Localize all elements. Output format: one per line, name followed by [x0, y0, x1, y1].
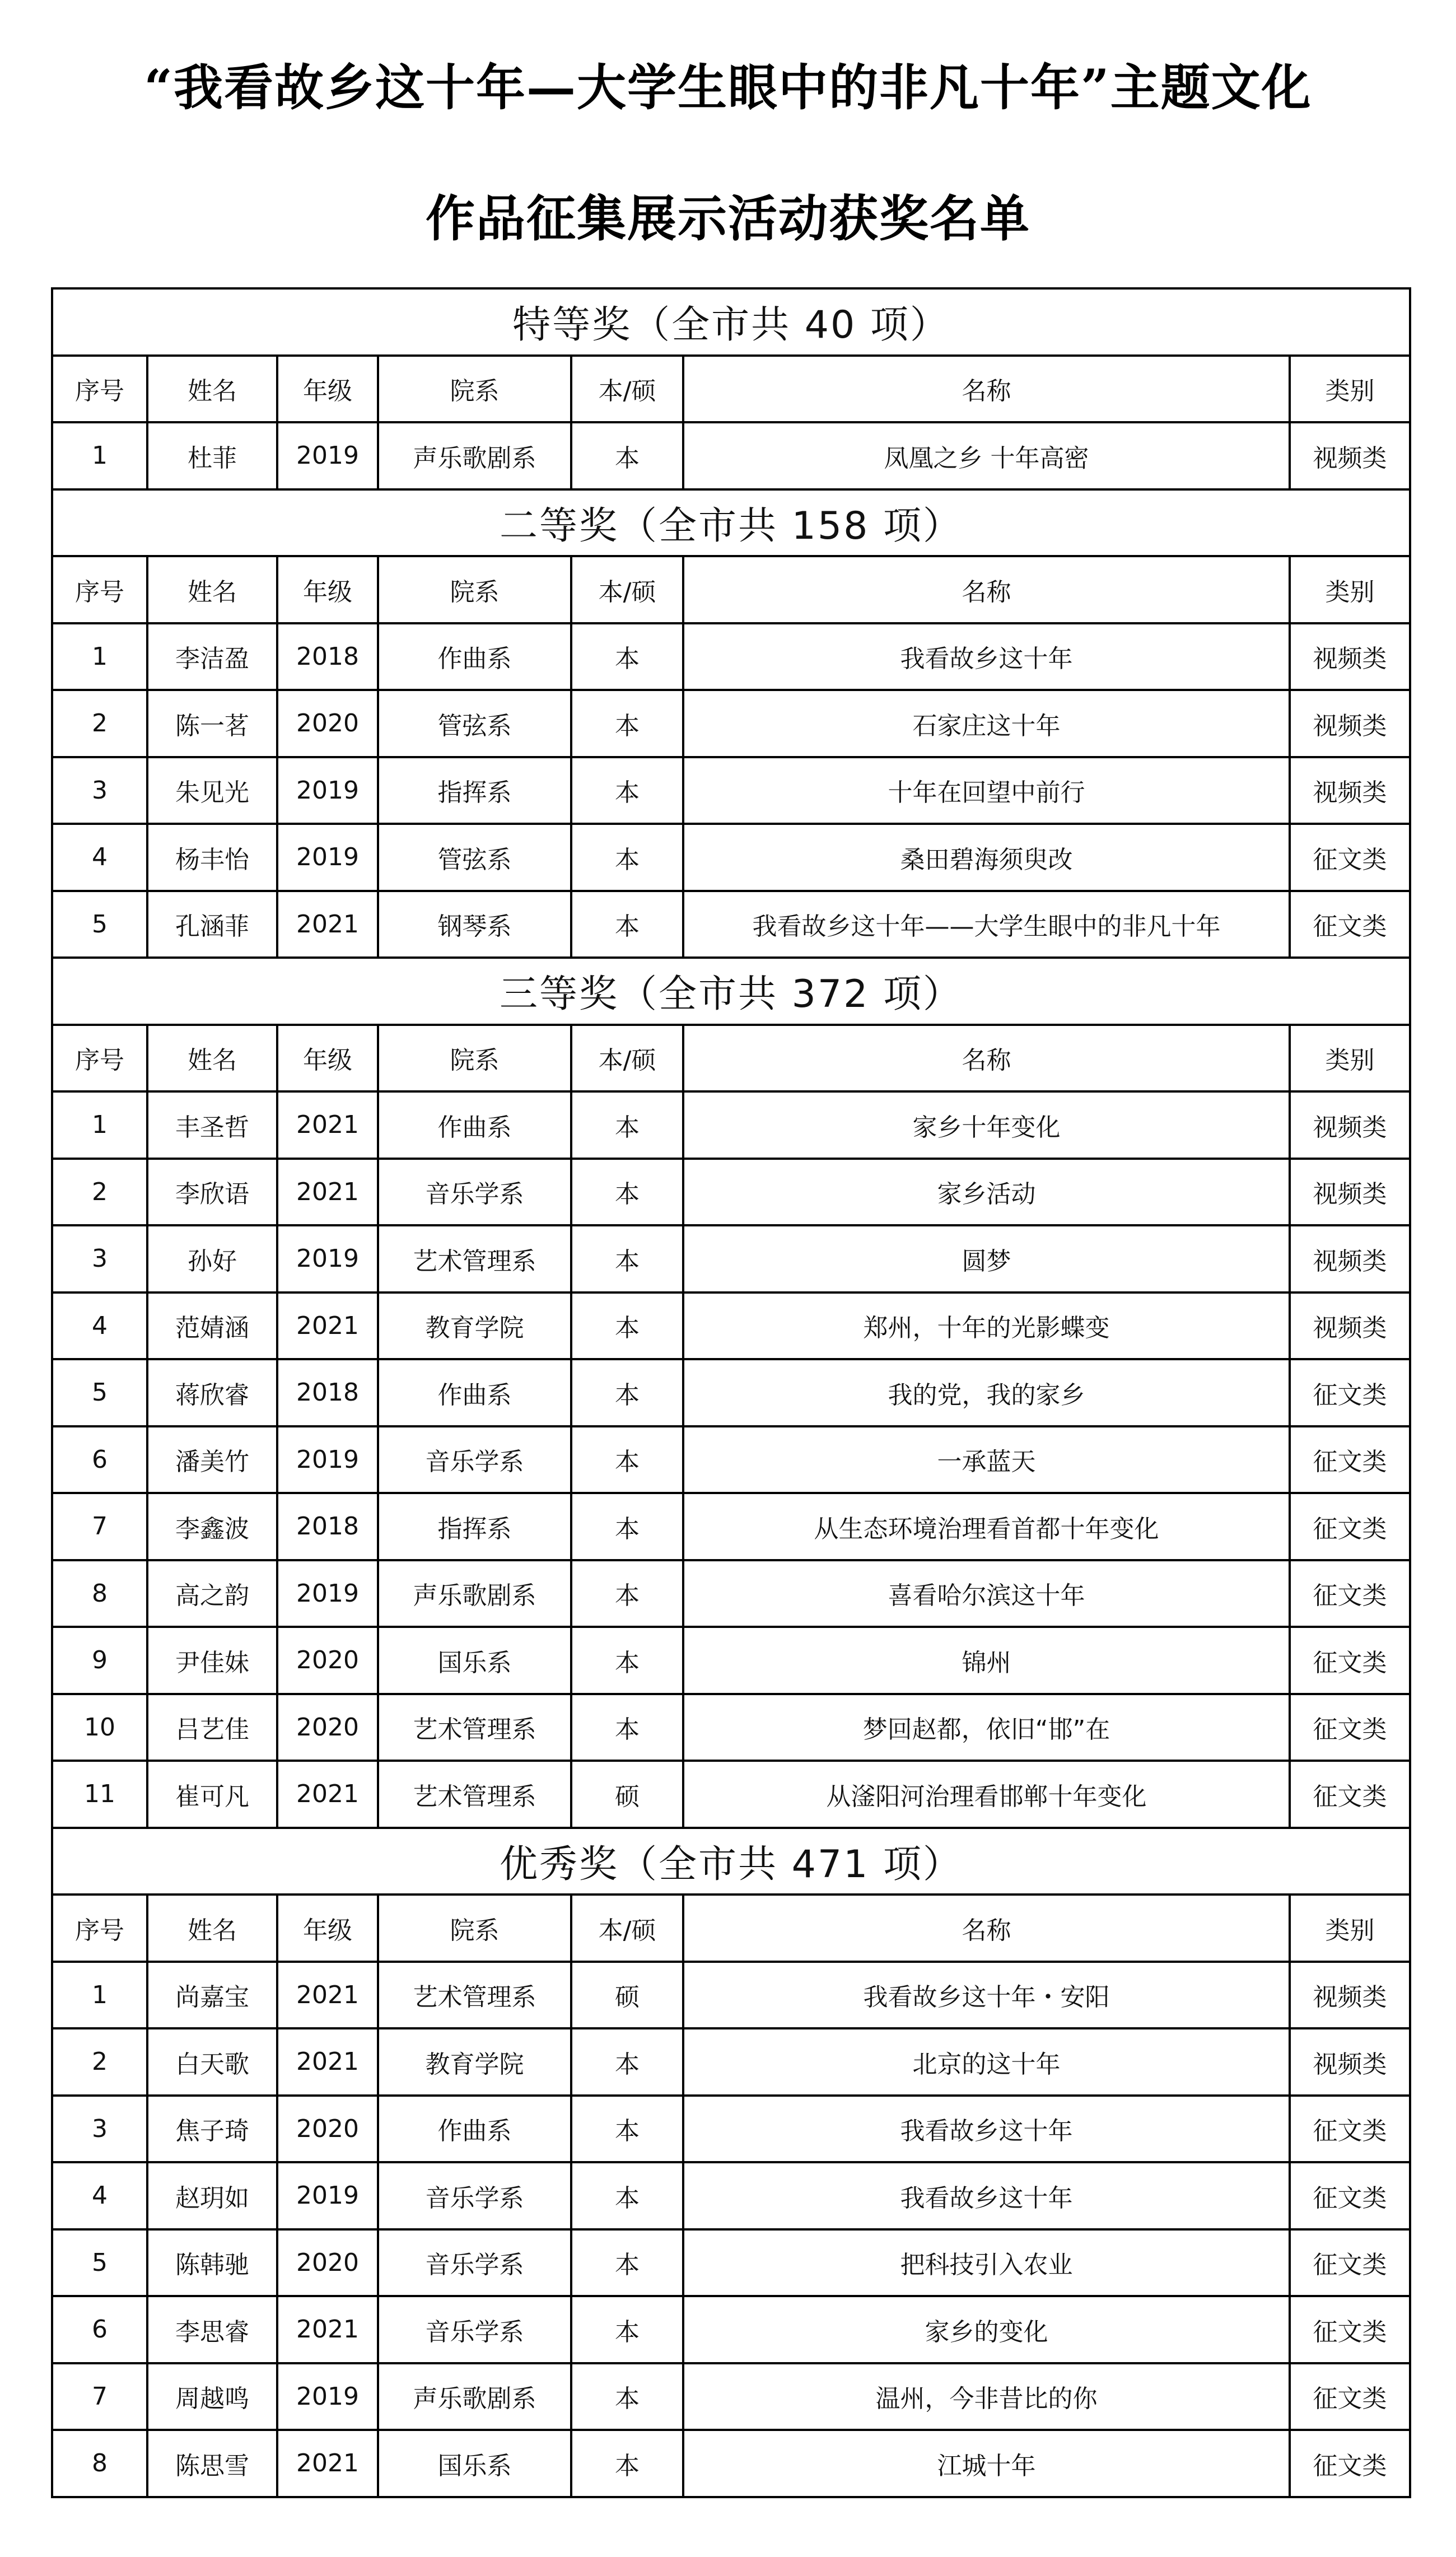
department-cell: 教育学院	[378, 2028, 571, 2096]
index-cell: 3	[52, 1225, 147, 1293]
category-cell: 征文类	[1290, 891, 1410, 958]
index-cell: 1	[52, 422, 147, 489]
category-cell: 视频类	[1290, 690, 1410, 757]
table-row	[52, 2296, 1410, 2363]
name-cell: 杨丰怡	[147, 824, 277, 891]
category-cell: 征文类	[1290, 2162, 1410, 2229]
column-header-row	[52, 556, 1410, 623]
column-header: 序号	[52, 556, 147, 623]
department-cell: 作曲系	[378, 1091, 571, 1159]
column-header: 本/硕	[571, 556, 683, 623]
name-cell: 陈一茗	[147, 690, 277, 757]
category-cell: 征文类	[1290, 1694, 1410, 1761]
grade-cell: 2021	[277, 891, 378, 958]
grade-cell: 2020	[277, 2229, 378, 2297]
degree-cell: 本	[571, 690, 683, 757]
table-row	[52, 2229, 1410, 2297]
work-title-cell: 桑田碧海须臾改	[683, 824, 1290, 891]
degree-cell: 本	[571, 1493, 683, 1560]
category-cell: 征文类	[1290, 1493, 1410, 1560]
department-cell: 声乐歌剧系	[378, 422, 571, 489]
work-title-cell: 从生态环境治理看首都十年变化	[683, 1493, 1290, 1560]
category-cell: 征文类	[1290, 1426, 1410, 1494]
department-cell: 作曲系	[378, 1359, 571, 1426]
grade-cell: 2019	[277, 1426, 378, 1494]
department-cell: 教育学院	[378, 1293, 571, 1360]
index-cell: 2	[52, 690, 147, 757]
table-row	[52, 1426, 1410, 1494]
grade-cell: 2020	[277, 2096, 378, 2163]
department-cell: 管弦系	[378, 824, 571, 891]
table-row	[52, 757, 1410, 824]
column-header: 类别	[1290, 556, 1410, 623]
table-row	[52, 2363, 1410, 2430]
work-title-cell: 我看故乡这十年——大学生眼中的非凡十年	[683, 891, 1290, 958]
category-cell: 视频类	[1290, 1225, 1410, 1293]
name-cell: 赵玥如	[147, 2162, 277, 2229]
index-cell: 5	[52, 2229, 147, 2297]
column-header: 姓名	[147, 1025, 277, 1092]
column-header: 院系	[378, 1895, 571, 1962]
work-title-cell: 江城十年	[683, 2430, 1290, 2497]
index-cell: 5	[52, 1359, 147, 1426]
department-cell: 作曲系	[378, 2096, 571, 2163]
grade-cell: 2020	[277, 1694, 378, 1761]
award-section-heading: 特等奖（全市共 40 项）	[52, 288, 1410, 356]
award-section-heading: 优秀奖（全市共 471 项）	[52, 1828, 1410, 1895]
column-header: 院系	[378, 556, 571, 623]
degree-cell: 本	[571, 1426, 683, 1494]
index-cell: 7	[52, 1493, 147, 1560]
column-header: 名称	[683, 1895, 1290, 1962]
index-cell: 3	[52, 2096, 147, 2163]
department-cell: 指挥系	[378, 757, 571, 824]
grade-cell: 2021	[277, 1761, 378, 1828]
column-header: 类别	[1290, 1895, 1410, 1962]
grade-cell: 2019	[277, 757, 378, 824]
department-cell: 国乐系	[378, 2430, 571, 2497]
work-title-cell: 锦州	[683, 1627, 1290, 1694]
department-cell: 管弦系	[378, 690, 571, 757]
department-cell: 音乐学系	[378, 1159, 571, 1226]
index-cell: 10	[52, 1694, 147, 1761]
department-cell: 艺术管理系	[378, 1962, 571, 2029]
column-header: 院系	[378, 1025, 571, 1092]
name-cell: 陈思雪	[147, 2430, 277, 2497]
name-cell: 吕艺佳	[147, 1694, 277, 1761]
grade-cell: 2021	[277, 1962, 378, 2029]
category-cell: 征文类	[1290, 2296, 1410, 2363]
index-cell: 4	[52, 824, 147, 891]
column-header-row	[52, 356, 1410, 423]
column-header: 姓名	[147, 1895, 277, 1962]
work-title-cell: 我看故乡这十年	[683, 2096, 1290, 2163]
work-title-cell: 郑州，十年的光影蝶变	[683, 1293, 1290, 1360]
table-row	[52, 1962, 1410, 2029]
table-row	[52, 1627, 1410, 1694]
award-list-table	[51, 287, 1411, 2498]
category-cell: 视频类	[1290, 623, 1410, 690]
degree-cell: 本	[571, 1225, 683, 1293]
department-cell: 艺术管理系	[378, 1761, 571, 1828]
grade-cell: 2018	[277, 1493, 378, 1560]
work-title-cell: 家乡的变化	[683, 2296, 1290, 2363]
grade-cell: 2021	[277, 2028, 378, 2096]
work-title-cell: 北京的这十年	[683, 2028, 1290, 2096]
work-title-cell: 从滏阳河治理看邯郸十年变化	[683, 1761, 1290, 1828]
grade-cell: 2019	[277, 1225, 378, 1293]
index-cell: 3	[52, 757, 147, 824]
category-cell: 征文类	[1290, 2229, 1410, 2297]
table-row	[52, 891, 1410, 958]
degree-cell: 本	[571, 1091, 683, 1159]
department-cell: 音乐学系	[378, 1426, 571, 1494]
degree-cell: 本	[571, 2229, 683, 2297]
grade-cell: 2019	[277, 422, 378, 489]
index-cell: 6	[52, 2296, 147, 2363]
column-header: 年级	[277, 1895, 378, 1962]
department-cell: 国乐系	[378, 1627, 571, 1694]
grade-cell: 2021	[277, 1293, 378, 1360]
degree-cell: 本	[571, 1560, 683, 1627]
department-cell: 音乐学系	[378, 2162, 571, 2229]
index-cell: 1	[52, 623, 147, 690]
column-header: 序号	[52, 356, 147, 423]
index-cell: 11	[52, 1761, 147, 1828]
degree-cell: 本	[571, 1694, 683, 1761]
work-title-cell: 凤凰之乡 十年高密	[683, 422, 1290, 489]
degree-cell: 本	[571, 2096, 683, 2163]
name-cell: 周越鸣	[147, 2363, 277, 2430]
degree-cell: 本	[571, 2162, 683, 2229]
column-header: 院系	[378, 356, 571, 423]
degree-cell: 本	[571, 623, 683, 690]
work-title-cell: 我看故乡这十年	[683, 623, 1290, 690]
table-row	[52, 1694, 1410, 1761]
grade-cell: 2021	[277, 1159, 378, 1226]
grade-cell: 2019	[277, 824, 378, 891]
grade-cell: 2019	[277, 2363, 378, 2430]
award-list-body	[52, 288, 1410, 2497]
column-header: 名称	[683, 1025, 1290, 1092]
table-row	[52, 2430, 1410, 2497]
work-title-cell: 我的党，我的家乡	[683, 1359, 1290, 1426]
grade-cell: 2021	[277, 2296, 378, 2363]
name-cell: 蒋欣睿	[147, 1359, 277, 1426]
name-cell: 陈韩驰	[147, 2229, 277, 2297]
column-header: 年级	[277, 356, 378, 423]
table-row	[52, 1493, 1410, 1560]
index-cell: 1	[52, 1091, 147, 1159]
category-cell: 征文类	[1290, 824, 1410, 891]
work-title-cell: 石家庄这十年	[683, 690, 1290, 757]
table-row	[52, 1159, 1410, 1226]
department-cell: 艺术管理系	[378, 1225, 571, 1293]
work-title-cell: 圆梦	[683, 1225, 1290, 1293]
table-row	[52, 422, 1410, 489]
grade-cell: 2019	[277, 2162, 378, 2229]
name-cell: 李欣语	[147, 1159, 277, 1226]
degree-cell: 本	[571, 1359, 683, 1426]
table-row	[52, 1293, 1410, 1360]
name-cell: 李鑫波	[147, 1493, 277, 1560]
index-cell: 4	[52, 1293, 147, 1360]
document-title-line-2: 作品征集展示活动获奖名单	[425, 189, 1030, 248]
degree-cell: 本	[571, 2430, 683, 2497]
degree-cell: 本	[571, 891, 683, 958]
grade-cell: 2019	[277, 1560, 378, 1627]
work-title-cell: 十年在回望中前行	[683, 757, 1290, 824]
name-cell: 孙好	[147, 1225, 277, 1293]
index-cell: 4	[52, 2162, 147, 2229]
degree-cell: 本	[571, 2363, 683, 2430]
name-cell: 杜菲	[147, 422, 277, 489]
degree-cell: 本	[571, 824, 683, 891]
award-section-heading-row	[52, 288, 1410, 356]
department-cell: 声乐歌剧系	[378, 1560, 571, 1627]
index-cell: 7	[52, 2363, 147, 2430]
column-header-row	[52, 1895, 1410, 1962]
table-row	[52, 1225, 1410, 1293]
table-row	[52, 824, 1410, 891]
grade-cell: 2020	[277, 1627, 378, 1694]
column-header: 年级	[277, 1025, 378, 1092]
work-title-cell: 一承蓝天	[683, 1426, 1290, 1494]
table-row	[52, 623, 1410, 690]
name-cell: 焦子琦	[147, 2096, 277, 2163]
award-section-heading: 三等奖（全市共 372 项）	[52, 958, 1410, 1025]
grade-cell: 2021	[277, 1091, 378, 1159]
index-cell: 5	[52, 891, 147, 958]
name-cell: 李思睿	[147, 2296, 277, 2363]
award-section-heading-row	[52, 958, 1410, 1025]
name-cell: 潘美竹	[147, 1426, 277, 1494]
column-header: 本/硕	[571, 356, 683, 423]
table-row	[52, 2162, 1410, 2229]
name-cell: 李洁盈	[147, 623, 277, 690]
name-cell: 丰圣哲	[147, 1091, 277, 1159]
category-cell: 视频类	[1290, 1159, 1410, 1226]
degree-cell: 本	[571, 1627, 683, 1694]
column-header: 年级	[277, 556, 378, 623]
table-row	[52, 1091, 1410, 1159]
column-header-row	[52, 1025, 1410, 1092]
grade-cell: 2021	[277, 2430, 378, 2497]
category-cell: 征文类	[1290, 1761, 1410, 1828]
category-cell: 征文类	[1290, 1627, 1410, 1694]
work-title-cell: 我看故乡这十年	[683, 2162, 1290, 2229]
name-cell: 崔可凡	[147, 1761, 277, 1828]
degree-cell: 硕	[571, 1962, 683, 2029]
degree-cell: 硕	[571, 1761, 683, 1828]
column-header: 姓名	[147, 556, 277, 623]
category-cell: 视频类	[1290, 2028, 1410, 2096]
table-row	[52, 1761, 1410, 1828]
department-cell: 指挥系	[378, 1493, 571, 1560]
column-header: 序号	[52, 1025, 147, 1092]
table-row	[52, 1359, 1410, 1426]
column-header: 本/硕	[571, 1895, 683, 1962]
category-cell: 征文类	[1290, 2363, 1410, 2430]
document-title-line-1: “我看故乡这十年—大学生眼中的非凡十年”主题文化	[144, 58, 1312, 116]
table-row	[52, 2028, 1410, 2096]
award-section-heading-row	[52, 1828, 1410, 1895]
column-header: 序号	[52, 1895, 147, 1962]
column-header: 类别	[1290, 1025, 1410, 1092]
index-cell: 2	[52, 1159, 147, 1226]
degree-cell: 本	[571, 2028, 683, 2096]
index-cell: 1	[52, 1962, 147, 2029]
table-row	[52, 690, 1410, 757]
grade-cell: 2020	[277, 690, 378, 757]
work-title-cell: 喜看哈尔滨这十年	[683, 1560, 1290, 1627]
name-cell: 孔涵菲	[147, 891, 277, 958]
category-cell: 视频类	[1290, 1091, 1410, 1159]
category-cell: 视频类	[1290, 757, 1410, 824]
department-cell: 作曲系	[378, 623, 571, 690]
work-title-cell: 我看故乡这十年・安阳	[683, 1962, 1290, 2029]
index-cell: 6	[52, 1426, 147, 1494]
table-row	[52, 2096, 1410, 2163]
degree-cell: 本	[571, 1159, 683, 1226]
column-header: 本/硕	[571, 1025, 683, 1092]
name-cell: 高之韵	[147, 1560, 277, 1627]
degree-cell: 本	[571, 422, 683, 489]
work-title-cell: 家乡活动	[683, 1159, 1290, 1226]
category-cell: 视频类	[1290, 1293, 1410, 1360]
name-cell: 尹佳妹	[147, 1627, 277, 1694]
name-cell: 尚嘉宝	[147, 1962, 277, 2029]
column-header: 名称	[683, 556, 1290, 623]
award-section-heading: 二等奖（全市共 158 项）	[52, 489, 1410, 557]
index-cell: 2	[52, 2028, 147, 2096]
category-cell: 视频类	[1290, 422, 1410, 489]
column-header: 类别	[1290, 356, 1410, 423]
department-cell: 音乐学系	[378, 2229, 571, 2297]
category-cell: 征文类	[1290, 1359, 1410, 1426]
index-cell: 9	[52, 1627, 147, 1694]
name-cell: 朱见光	[147, 757, 277, 824]
index-cell: 8	[52, 1560, 147, 1627]
award-section-heading-row	[52, 489, 1410, 557]
work-title-cell: 梦回赵都，依旧“邯”在	[683, 1694, 1290, 1761]
category-cell: 视频类	[1290, 1962, 1410, 2029]
department-cell: 音乐学系	[378, 2296, 571, 2363]
name-cell: 白天歌	[147, 2028, 277, 2096]
column-header: 姓名	[147, 356, 277, 423]
category-cell: 征文类	[1290, 1560, 1410, 1627]
category-cell: 征文类	[1290, 2430, 1410, 2497]
table-row	[52, 1560, 1410, 1627]
department-cell: 声乐歌剧系	[378, 2363, 571, 2430]
grade-cell: 2018	[277, 623, 378, 690]
degree-cell: 本	[571, 1293, 683, 1360]
department-cell: 艺术管理系	[378, 1694, 571, 1761]
index-cell: 8	[52, 2430, 147, 2497]
work-title-cell: 把科技引入农业	[683, 2229, 1290, 2297]
degree-cell: 本	[571, 757, 683, 824]
department-cell: 钢琴系	[378, 891, 571, 958]
column-header: 名称	[683, 356, 1290, 423]
category-cell: 征文类	[1290, 2096, 1410, 2163]
work-title-cell: 家乡十年变化	[683, 1091, 1290, 1159]
name-cell: 范婧涵	[147, 1293, 277, 1360]
grade-cell: 2018	[277, 1359, 378, 1426]
degree-cell: 本	[571, 2296, 683, 2363]
work-title-cell: 温州，今非昔比的你	[683, 2363, 1290, 2430]
